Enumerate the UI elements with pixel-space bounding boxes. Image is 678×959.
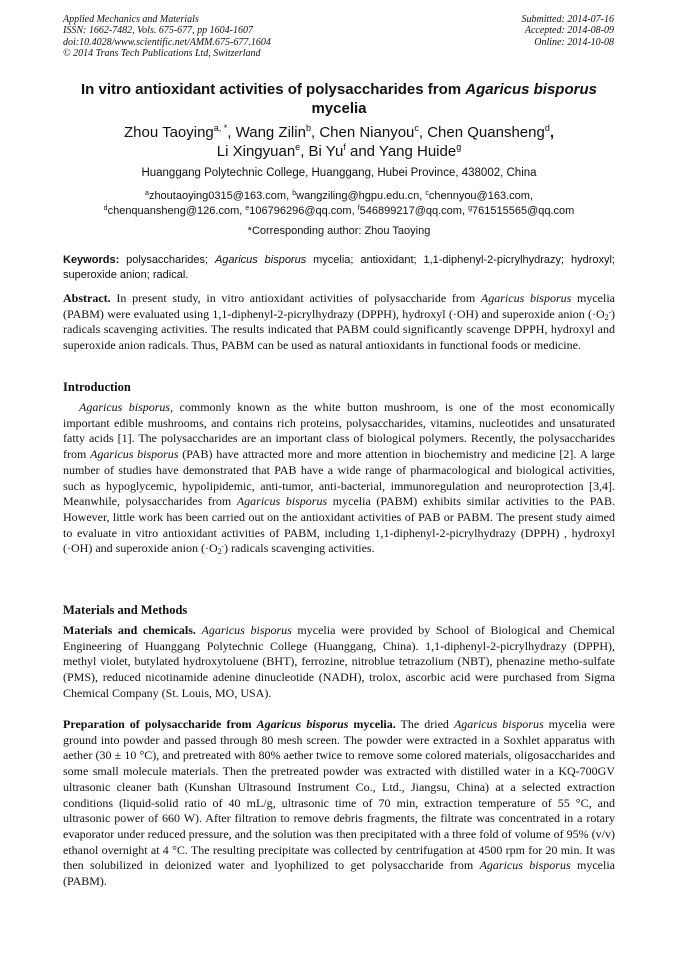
email-link[interactable]: chennyou@163.com — [428, 190, 530, 202]
author-name: Wang Zilin — [235, 124, 306, 141]
author-list: Zhou Taoying$^{a, *}$, Wang Zilin$^b$, Chen Nianyou$^c$, Chen Quansheng$^d$, Li Xingyuan$^e$, Bi Yu$^f$ and Yang Huide$^g$ — [123, 123, 554, 160]
online-date: Online: 2014-10-08 — [534, 36, 614, 48]
author-name: Chen Quansheng — [427, 124, 545, 141]
preparation-paragraph: Preparation of polysaccharide from Agaricus bisporus mycelia. The dried Agaricus bisporus mycelia were ground into powder and passed through 80 mesh screen. The powder were extracted in a Soxhlet apparatus with aether (30 ± 10 °C), and pretreated with 80% aether twice to remove some colored materials, oligosaccharides and some small molecule materials. Then the pretreated powder was extracted with distilled water in a KQ-700GV ultrasonic cleaner bath (Kunshan Ultrasound Instrument Co., Ltd., Jiangsu, China) at a selected extraction conditions (liquid-solid ratio of 40 mL/g, ultrasonic time of 70 min, extraction temperature of 55 °C, and ultrasonic power of 660 W). After filtration to remove debris fragments, the filtrate was concentrated in a rotary evaporator under reduced pressure, and the solution was then precipitated with a three fold of volume of 95% (v/v) ethanol overnight at 4 °C. The resulting precipitate was collected by centrifugation at 4500 rpm for 20 min. It was then solubilized in deionized water and lyophilized to get polysaccharide from Agaricus bisporus mycelia (PABM). — [63, 717, 615, 889]
submission-dates — [522, 14, 615, 48]
keywords: Keywords: polysaccharides; Agaricus bisporus mycelia; antioxidant; 1,1-diphenyl-2-picrylhydrazy; hydroxyl; superoxide anion; radical. — [63, 254, 615, 281]
author-name: Yang Huide — [378, 143, 457, 160]
author-emails: $^a$zhoutaoying0315@163.com, $^b$wangziling@hgpu.edu.cn, $^c$chennyou@163.com, $^d$chenquansheng@126.com, $^e$106796296@qq.com, $^f$546899217@qq.com, $^g$761515565@qq.com — [103, 190, 575, 217]
introduction-paragraph: Agaricus bisporus, commonly known as the white button mushroom, is one of the most economically important edible mushrooms, and contains rich proteins, polysaccharides, vitamins, nucleotides and unsaturated fatty acids [1]. The polysaccharides are an important class of biological polymers. Recently, the polysaccharides from Agaricus bisporus (PAB) have attracted more and more attention in biochemistry and medicine [2]. A large number of studies have demonstrated that PAB have a wide range of pharmacological and biological activities, such as hypoglycemic, hypolipidemic, anti-tumor, anti-bacterial, immunoregulation and neuroprotection [3,4]. Meanwhile, polysaccharides from Agaricus bisporus mycelia (PABM) exhibits similar activities to the PAB. However, little work has been carried out on the antioxidant activities of PAB or PABM. The present study aimed to evaluate in vitro antioxidant activities of PABM, including 1,1-diphenyl-2-picrylhydrazy (DPPH) , hydroxyl (·OH) and superoxide anion $(\cdot O_2^-)$ radicals scavenging activities. — [63, 400, 615, 557]
section-heading-methods: Materials and Methods — [63, 603, 188, 617]
email-link[interactable]: 106796296@qq.com — [249, 205, 352, 217]
section-heading-introduction: Introduction — [63, 380, 131, 394]
journal-name: Applied Mechanics and Materials — [63, 14, 199, 25]
email-link[interactable]: 761515565@qq.com — [472, 205, 575, 217]
journal-header — [63, 14, 271, 60]
materials-paragraph: Materials and chemicals. Agaricus bisporus mycelia were provided by School of Biological and Chemical Engineering of Huanggang Polytechnic College (Huanggang, China). 1,1-diphenyl-2-picrylhydrazy (DPPH), methyl violet, butylated hydroxytoluene (BHT), ferrozine, nitroblue tetrazolium (NBT), phenazine metho-sulfate (PMS), reduced nicotinamide adenine dinucleotide (NADH), trolox, ascorbic acid were purchased from Sigma Chemical Company (St. Louis, MO, USA). — [63, 623, 615, 700]
paper-title: In vitro antioxidant activities of polysaccharides from Agaricus bisporus mycelia — [81, 81, 597, 117]
submitted-date: Submitted: 2014-07-16 — [521, 14, 614, 25]
author-name: Li Xingyuan — [216, 143, 296, 160]
author-name: Bi Yu — [308, 143, 344, 160]
journal-issn: ISSN: 1662-7482, Vols. 675-677, pp 1604-1607 — [63, 25, 253, 37]
email-link[interactable]: zhoutaoying0315@163.com — [148, 190, 287, 202]
email-link[interactable]: chenquansheng@126.com — [107, 205, 240, 217]
journal-doi: doi:10.4028/www.scientific.net/AMM.675-677.1604 — [63, 36, 271, 48]
accepted-date: Accepted: 2014-08-09 — [524, 25, 614, 37]
journal-copyright: © 2014 Trans Tech Publications Ltd, Switzerland — [63, 48, 261, 60]
abstract: Abstract. In present study, in vitro antioxidant activities of polysaccharide from Agaricus bisporus mycelia (PABM) were evaluated using 1,1-diphenyl-2-picrylhydrazy (DPPH), hydroxyl (·OH) and superoxide anion $(\cdot O_2^-)$ radicals scavenging activities. The results indicated that PABM could significantly scavenge DPPH, hydroxyl and superoxide anion radicals. Thus, PABM can be used as natural antioxidants in functional foods or medicine. — [63, 291, 616, 353]
author-name: Zhou Taoying — [123, 124, 214, 141]
email-link[interactable]: wangziling@hgpu.edu.cn — [296, 190, 420, 202]
author-name: Chen Nianyou — [319, 124, 415, 141]
corresponding-author: *Corresponding author: Zhou Taoying — [247, 225, 431, 237]
affiliation: Huanggang Polytechnic College, Huanggang, Hubei Province, 438002, China — [141, 167, 537, 179]
email-link[interactable]: 546899217@qq.com — [359, 205, 462, 217]
